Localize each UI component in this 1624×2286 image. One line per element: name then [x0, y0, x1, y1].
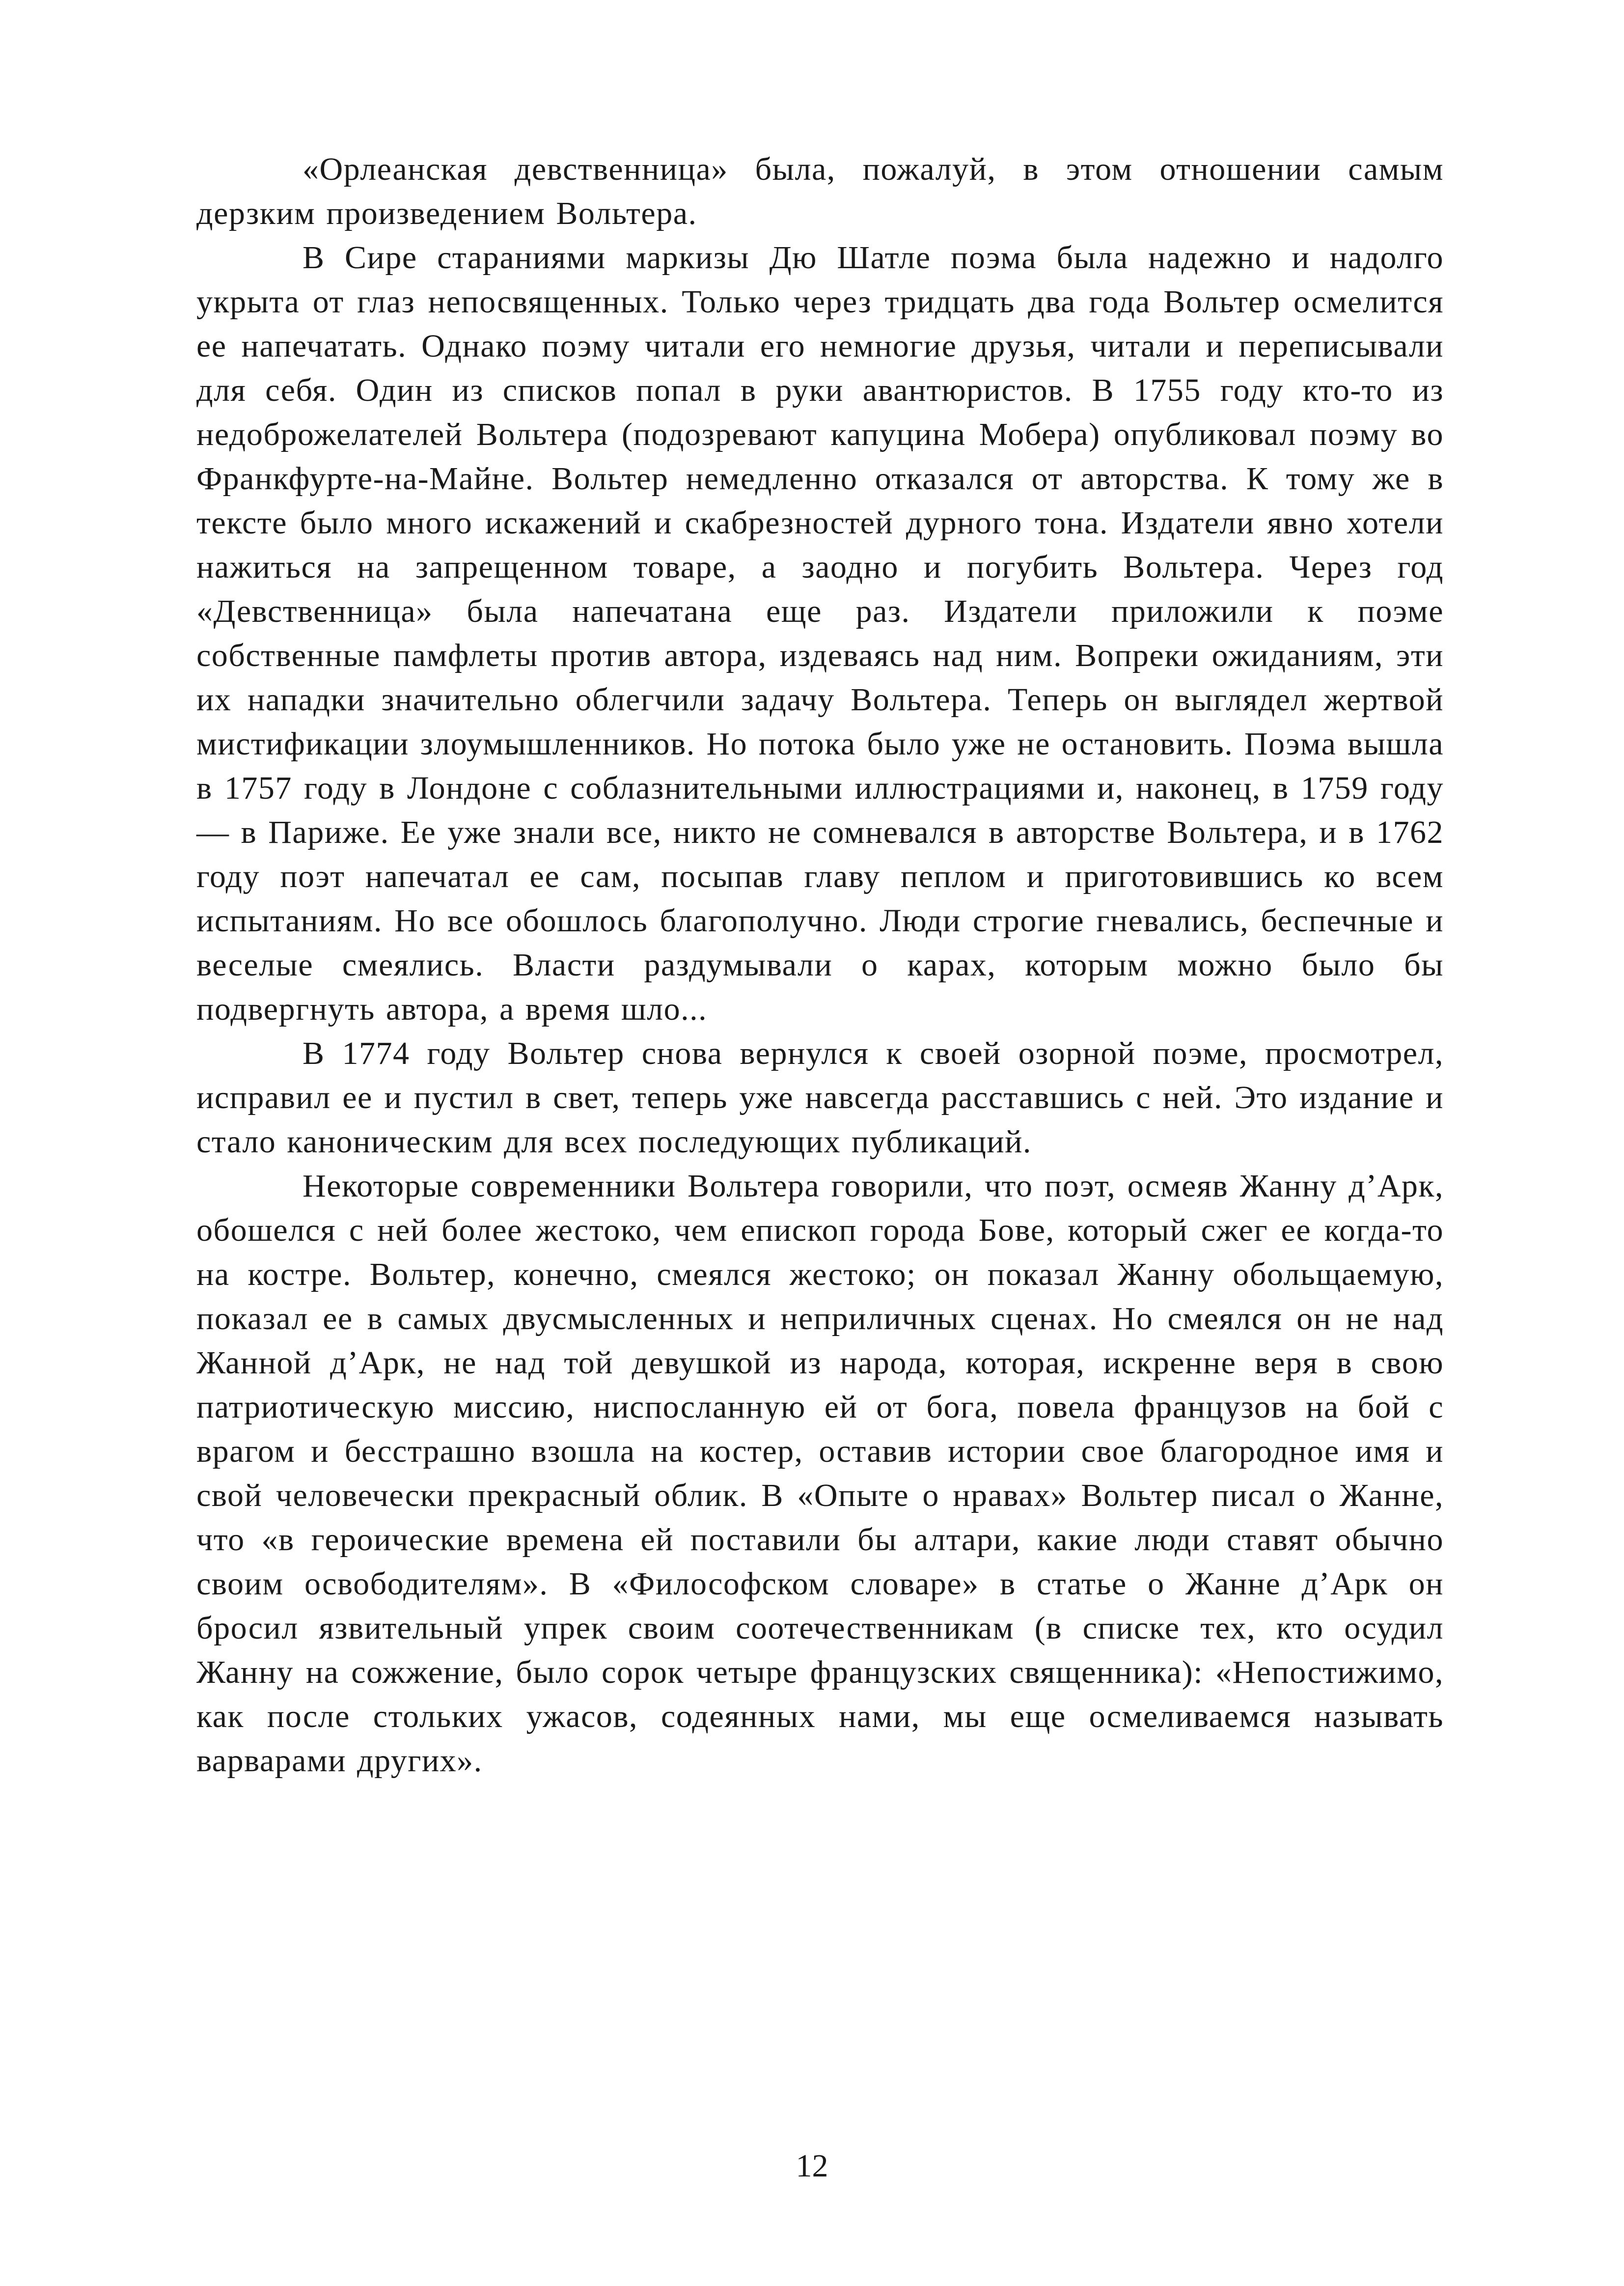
paragraph-3: В 1774 году Вольтер снова вернулся к своей озорной поэме, просмотрел, исправил ее и пустил в свет, теперь уже навсегда расставшись с ней. Это издание и стало каноническим для всех последующих публикаций.: [196, 1035, 1444, 1160]
paragraph-2: В Сире стараниями маркизы Дю Шатле поэма была надежно и надолго укрыта от глаз непосвященных. Только через тридцать два года Вольтер осмелится ее напечатать. Однако поэму читали его немногие друзья, читали и переписывали для себя. Один из списков попал в руки авантюристов. В 1755 году кто-то из недоброжелателей Вольтера (подозревают капуцина Мобера) опубликовал поэму во Франкфурте-на-Майне. Вольтер немедленно отказался от авторства. К тому же в тексте было много искажений и скабрезностей дурного тона. Издатели явно хотели нажиться на запрещенном товаре, а заодно и погубить Вольтера. Через год «Девственница» была напечатана еще раз. Издатели приложили к поэме собственные памфлеты против автора, издеваясь над ним. Вопреки ожиданиям, эти их нападки значительно облегчили задачу Вольтера. Теперь он выглядел жертвой мистификации злоумышленников. Но потока было уже не остановить. Поэма вышла в 1757 году в Лондоне с соблазнительными иллюстрациями и, наконец, в 1759 году — в Париже. Ее уже знали все, никто не сомневался в авторстве Вольтера, и в 1762 году поэт напечатал ее сам, посыпав главу пеплом и приготовившись ко всем испытаниям. Но все обошлось благополучно. Люди строгие гневались, беспечные и веселые смеялись. Власти раздумывали о карах, которым можно было бы подвергнуть автора, а время шло...: [196, 240, 1444, 1027]
body-text: [196, 147, 1444, 1783]
page-number: 12: [796, 2148, 828, 2184]
paragraph-4: Некоторые современники Вольтера говорили, что поэт, осмеяв Жанну д’Арк, обошелся с ней более жестоко, чем епископ города Бове, который сжег ее когда-то на костре. Вольтер, конечно, смеялся жестоко; он показал Жанну обольщаемую, показал ее в самых двусмысленных и неприличных сценах. Но смеялся он не над Жанной д’Арк, не над той девушкой из народа, которая, искренне веря в свою патриотическую миссию, ниспосланную ей от бога, повела французов на бой с врагом и бесстрашно взошла на костер, оставив истории свое благородное имя и свой человечески прекрасный облик. В «Опыте о нравах» Вольтер писал о Жанне, что «в героические времена ей поставили бы алтари, какие люди ставят обычно своим освободителям». В «Философском словаре» в статье о Жанне д’Арк он бросил язвительный упрек своим соотечественникам (в списке тех, кто осудил Жанну на сожжение, было сорок четыре французских священника): «Непостижимо, как после стольких ужасов, содеянных нами, мы еще осмеливаемся называть варварами других».: [196, 1168, 1444, 1779]
paragraph-1: «Орлеанская девственница» была, пожалуй, в этом отношении самым дерзким произведением Вольтера.: [196, 151, 1444, 231]
